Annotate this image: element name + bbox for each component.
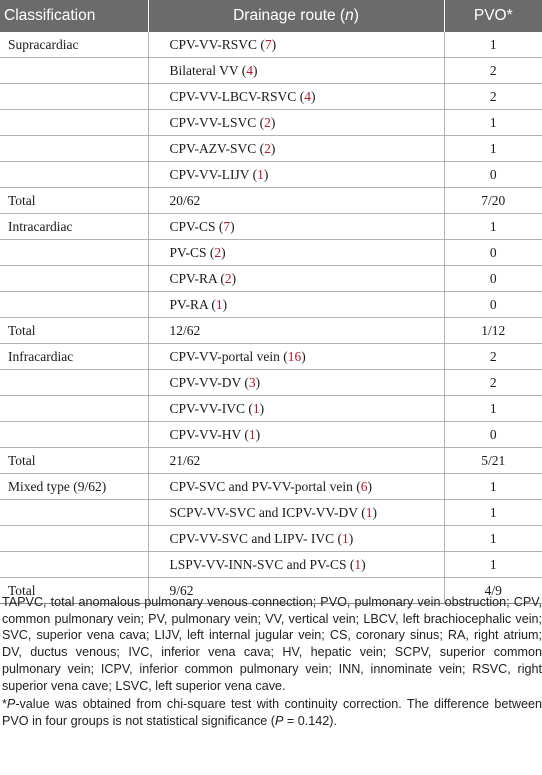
drainage-route-cell: CPV-VV-DV (3) — [148, 370, 444, 396]
drainage-route-cell: LSPV-VV-INN-SVC and PV-CS (1) — [148, 552, 444, 578]
drainage-route-cell: Bilateral VV (4) — [148, 58, 444, 84]
route-count: 2 — [214, 244, 222, 260]
route-name: 12/62 — [169, 322, 201, 338]
table-row — [0, 474, 542, 500]
pvalue-text-2: = 0.142). — [283, 713, 337, 728]
drainage-route-cell: CPV-VV-IVC (1) — [148, 396, 444, 422]
table-row — [0, 266, 542, 292]
pvo-cell: 1 — [444, 526, 542, 552]
abbreviations-note: TAPVC, total anomalous pulmonary venous connection; PVO, pulmonary vein obstruction; CPV, common pulmonary vein; PV, pulmonary vein; VV, vertical vein; LBCV, left brachiocephalic vein; SVC, superior vena cava; LIJV, left internal jugular vein; CS, coronary sinus; RA, right atrium; DV, ductus venous; IVC, inferior vena cava; HV, hepatic vein; SCPV, superior common pulmonary vein; ICPV, inferior common pulmonary vein; INN, innominate vein; RSVC, right superior vena cave; LSVC, left superior vena cave. — [2, 595, 542, 693]
route-count: 4 — [246, 62, 253, 78]
classification-cell — [0, 292, 148, 318]
classification-cell — [0, 500, 148, 526]
table-body — [0, 32, 542, 604]
drainage-route-cell — [148, 188, 444, 214]
drainage-route-cell: CPV-VV-SVC and LIPV- IVC (1) — [148, 526, 444, 552]
pvo-cell: 2 — [444, 84, 542, 110]
route-name: CPV-VV-LBCV-RSVC — [169, 88, 297, 104]
drainage-route-cell: CPV-AZV-SVC (2) — [148, 136, 444, 162]
classification-cell — [0, 552, 148, 578]
route-name: CPV-VV-SVC and LIPV- IVC — [169, 530, 335, 546]
drainage-route-cell: CPV-CS (7) — [148, 214, 444, 240]
route-name: 9/62 — [169, 582, 194, 598]
route-name: SCPV-VV-SVC and ICPV-VV-DV — [169, 504, 358, 520]
table-row — [0, 396, 542, 422]
total-row — [0, 188, 542, 214]
route-name: CPV-VV-portal vein — [169, 348, 280, 364]
pvo-cell: 5/21 — [444, 448, 542, 474]
pvo-cell: 1 — [444, 474, 542, 500]
table-row — [0, 214, 542, 240]
route-count: 16 — [287, 348, 302, 364]
pvo-cell: 0 — [444, 422, 542, 448]
classification-cell — [0, 136, 148, 162]
route-name: LSPV-VV-INN-SVC and PV-CS — [169, 556, 347, 572]
table-row — [0, 32, 542, 58]
table-header-row — [0, 0, 542, 32]
table-row — [0, 344, 542, 370]
table-footnotes — [2, 594, 542, 730]
table-row — [0, 552, 542, 578]
pvo-cell: 0 — [444, 240, 542, 266]
route-count: 1 — [257, 166, 264, 182]
header-classification: Classification — [0, 0, 148, 32]
route-count: 2 — [264, 114, 271, 130]
drainage-route-cell: CPV-VV-portal vein (16) — [148, 344, 444, 370]
table-row — [0, 58, 542, 84]
route-count: 3 — [248, 374, 256, 390]
pvo-cell: 1 — [444, 500, 542, 526]
classification-cell — [0, 58, 148, 84]
route-count: 1 — [215, 296, 223, 312]
pvo-cell: 4/9 — [444, 578, 542, 604]
pvo-cell: 0 — [444, 292, 542, 318]
classification-cell: Total — [0, 188, 148, 214]
route-count: 7 — [264, 36, 272, 52]
classification-cell — [0, 526, 148, 552]
route-name: CPV-VV-IVC — [169, 400, 246, 416]
classification-cell — [0, 396, 148, 422]
pvo-cell: 2 — [444, 370, 542, 396]
classification-cell: Supracardiac — [0, 32, 148, 58]
route-count: 4 — [304, 88, 311, 104]
route-count: 7 — [223, 218, 231, 234]
route-count: 1 — [354, 556, 362, 572]
route-name: CPV-CS — [169, 218, 216, 234]
table-row — [0, 370, 542, 396]
classification-cell: Intracardiac — [0, 214, 148, 240]
route-count: 2 — [264, 140, 271, 156]
pvalue-p-symbol-2: P — [275, 713, 284, 728]
route-name: 20/62 — [169, 192, 201, 208]
pvo-cell: 2 — [444, 344, 542, 370]
pvalue-note — [2, 696, 542, 729]
classification-cell: Total — [0, 578, 148, 604]
table-row — [0, 162, 542, 188]
route-name: CPV-VV-LIJV — [169, 166, 250, 182]
route-name: PV-RA — [169, 296, 209, 312]
table-row — [0, 422, 542, 448]
table-row — [0, 240, 542, 266]
route-count: 1 — [252, 400, 260, 416]
route-name: CPV-VV-RSVC — [169, 36, 258, 52]
pvalue-star: * — [2, 697, 7, 712]
classification-cell: Mixed type (9/62) — [0, 474, 148, 500]
route-count: 1 — [365, 504, 373, 520]
route-name: Bilateral VV — [169, 62, 239, 78]
drainage-route-cell: CPV-VV-LIJV (1) — [148, 162, 444, 188]
drainage-route-cell: CPV-RA (2) — [148, 266, 444, 292]
pvo-cell: 1 — [444, 110, 542, 136]
header-route-prefix: Drainage route ( — [233, 7, 346, 24]
classification-cell: Total — [0, 318, 148, 344]
drainage-route-cell — [148, 448, 444, 474]
classification-cell — [0, 370, 148, 396]
drainage-route-cell: PV-RA (1) — [148, 292, 444, 318]
classification-cell — [0, 422, 148, 448]
classification-cell — [0, 266, 148, 292]
drainage-route-cell — [148, 318, 444, 344]
header-drainage-route — [148, 0, 444, 32]
route-name: CPV-VV-HV — [169, 426, 242, 442]
route-count: 6 — [360, 478, 368, 494]
classification-cell: Infracardiac — [0, 344, 148, 370]
pvo-cell: 1 — [444, 32, 542, 58]
drainage-route-cell: CPV-SVC and PV-VV-portal vein (6) — [148, 474, 444, 500]
pvo-cell: 1/12 — [444, 318, 542, 344]
drainage-route-cell: CPV-VV-HV (1) — [148, 422, 444, 448]
route-name: 21/62 — [169, 452, 201, 468]
route-name: PV-CS — [169, 244, 207, 260]
pvo-cell: 1 — [444, 214, 542, 240]
drainage-route-cell: CPV-VV-LSVC (2) — [148, 110, 444, 136]
classification-cell — [0, 110, 148, 136]
table-row — [0, 84, 542, 110]
header-route-suffix: ) — [353, 7, 359, 24]
header-route-n: n — [345, 7, 354, 24]
table-row — [0, 110, 542, 136]
route-name: CPV-VV-LSVC — [169, 114, 257, 130]
classification-cell — [0, 162, 148, 188]
route-count: 1 — [248, 426, 256, 442]
drainage-route-cell: PV-CS (2) — [148, 240, 444, 266]
route-name: CPV-VV-DV — [169, 374, 242, 390]
table-row — [0, 500, 542, 526]
pvo-cell: 7/20 — [444, 188, 542, 214]
table-row — [0, 526, 542, 552]
table-row — [0, 292, 542, 318]
route-name: CPV-SVC and PV-VV-portal vein — [169, 478, 353, 494]
pvo-cell: 0 — [444, 266, 542, 292]
route-count: 1 — [342, 530, 349, 546]
total-row — [0, 448, 542, 474]
table-row — [0, 136, 542, 162]
header-pvo: PVO* — [444, 0, 542, 32]
classification-cell — [0, 84, 148, 110]
drainage-route-cell: SCPV-VV-SVC and ICPV-VV-DV (1) — [148, 500, 444, 526]
total-row — [0, 318, 542, 344]
drainage-route-cell: CPV-VV-LBCV-RSVC (4) — [148, 84, 444, 110]
pvo-cell: 2 — [444, 58, 542, 84]
pvo-cell: 1 — [444, 136, 542, 162]
pvo-cell: 1 — [444, 396, 542, 422]
pvalue-p-symbol: P — [6, 697, 16, 712]
route-name: CPV-AZV-SVC — [169, 140, 257, 156]
route-name: CPV-RA — [169, 270, 218, 286]
drainage-route-cell: CPV-VV-RSVC (7) — [148, 32, 444, 58]
classification-cell: Total — [0, 448, 148, 474]
pvo-cell: 0 — [444, 162, 542, 188]
pvalue-text-1: -value was obtained from chi-square test with continuity correction. The difference between PVO in four groups is not statistical significance ( — [2, 697, 542, 728]
route-count: 2 — [224, 270, 232, 286]
classification-cell — [0, 240, 148, 266]
pvo-cell: 1 — [444, 552, 542, 578]
